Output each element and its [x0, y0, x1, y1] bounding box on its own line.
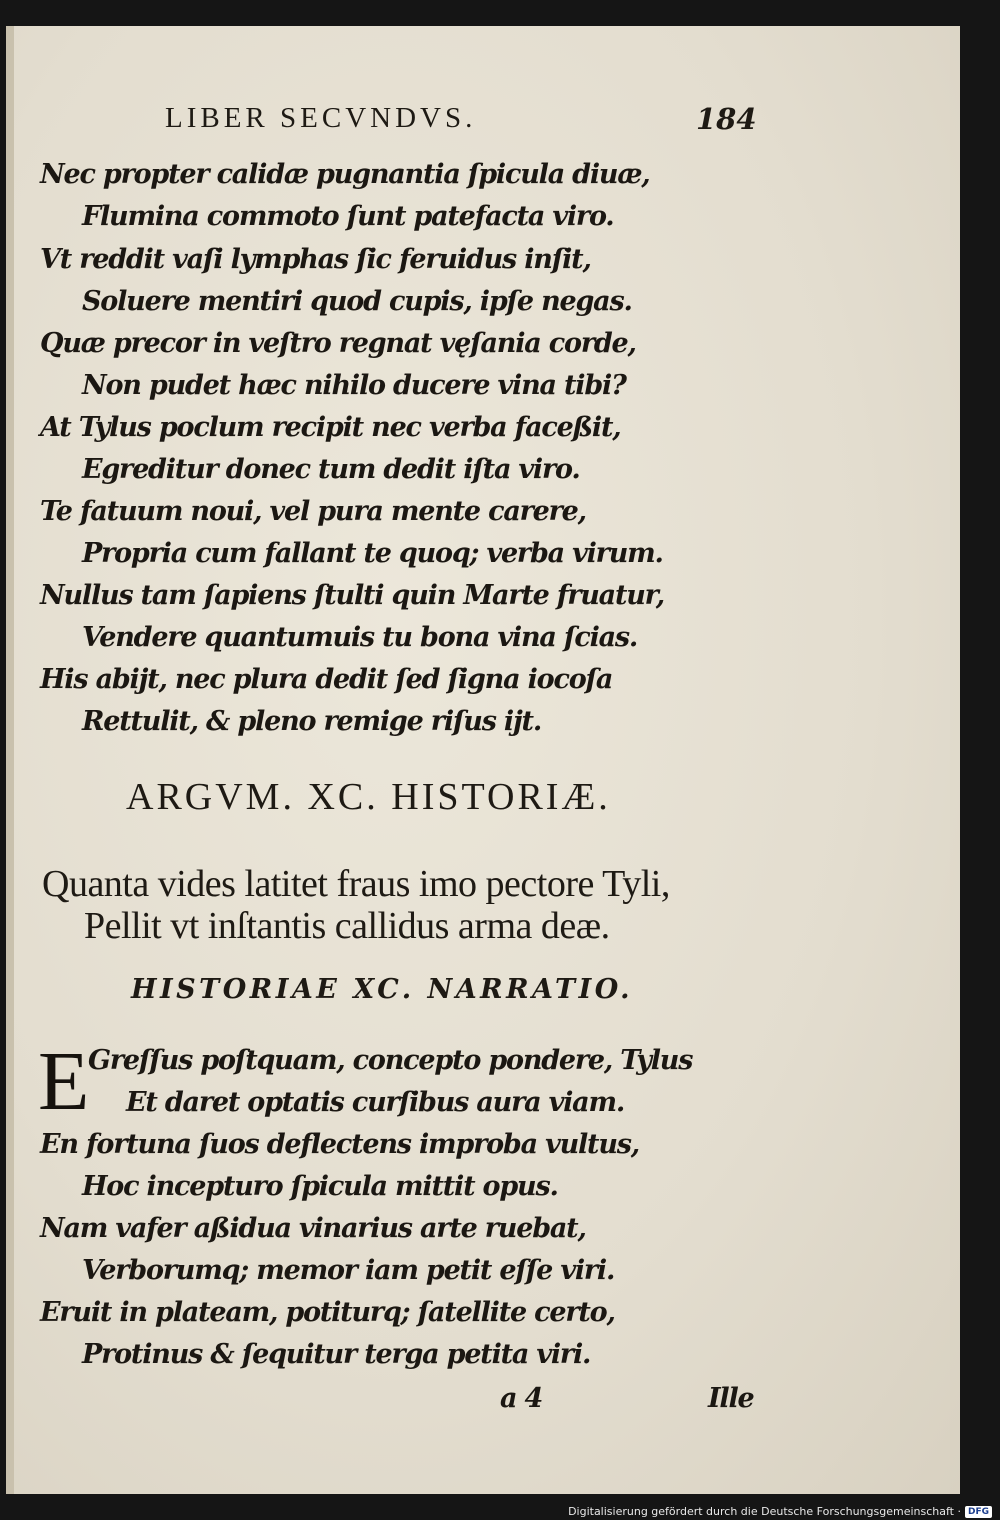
- drop-cap: E: [38, 1035, 90, 1128]
- verse-line: Vendere quantumuis tu bona vina ſcias.: [82, 622, 638, 653]
- verse-line: Vt reddit vaſi lymphas ſic feruidus inſit,: [40, 244, 591, 275]
- credit-text: Digitalisierung gefördert durch die Deutsche Forschungsgemeinschaft ·: [568, 1505, 961, 1518]
- verse-line: Rettulit, & pleno remige riſus ijt.: [82, 706, 542, 737]
- verse-line: Et daret optatis curſibus aura viam.: [126, 1087, 625, 1118]
- verse-line: En fortuna ſuos deflectens improba vultus,: [40, 1129, 639, 1160]
- argument-line: Quanta vides latitet fraus imo pectore Tyli,: [42, 863, 670, 905]
- verse-line: Soluere mentiri quod cupis, ipſe negas.: [82, 286, 632, 317]
- verse-line: Protinus & ſequitur terga petita viri.: [82, 1339, 591, 1370]
- argument-title: ARGVM. XC. HISTORIÆ.: [126, 776, 611, 818]
- folio-number: 184: [696, 102, 757, 136]
- narratio-title: HISTORIAE XC. NARRATIO.: [131, 974, 634, 1005]
- running-head: LIBER SECVNDVS.: [165, 102, 477, 134]
- verse-line: Nec propter calidæ pugnantia ſpicula diuæ,: [40, 159, 650, 190]
- argument-line: Pellit vt inſtantis callidus arma deæ.: [84, 905, 610, 947]
- verse-line: His abijt, nec plura dedit ſed ſigna iocoſa: [40, 664, 613, 695]
- dfg-logo-icon[interactable]: DFG: [965, 1506, 992, 1518]
- verse-line: Egreditur donec tum dedit iſta viro.: [82, 454, 580, 485]
- signature-mark: a 4: [500, 1383, 543, 1414]
- digitization-credit: [568, 1505, 992, 1518]
- verse-line: Flumina commoto ſunt patefacta viro.: [82, 201, 614, 232]
- verse-line: Non pudet hæc nihilo ducere vina tibi?: [82, 370, 626, 401]
- verse-line: Nullus tam ſapiens ſtulti quin Marte fruatur,: [40, 580, 664, 611]
- verse-line: Te fatuum noui, vel pura mente carere,: [40, 496, 586, 527]
- verse-line: Quæ precor in veſtro regnat vęſania corde,: [40, 328, 636, 359]
- verse-line: Propria cum fallant te quoq; verba virum.: [82, 538, 663, 569]
- verse-line: At Tylus poclum recipit nec verba faceßit,: [40, 412, 621, 443]
- verse-line: Eruit in plateam, potiturq; ſatellite certo,: [40, 1297, 615, 1328]
- verse-line: Verborumq; memor iam petit eſſe viri.: [82, 1255, 615, 1286]
- catchword: Ille: [708, 1383, 754, 1414]
- verse-line: Nam vafer aßidua vinarius arte ruebat,: [40, 1213, 586, 1244]
- verse-line: Greſſus poſtquam, concepto pondere, Tylus: [88, 1045, 693, 1076]
- verse-line: Hoc incepturo ſpicula mittit opus.: [82, 1171, 558, 1202]
